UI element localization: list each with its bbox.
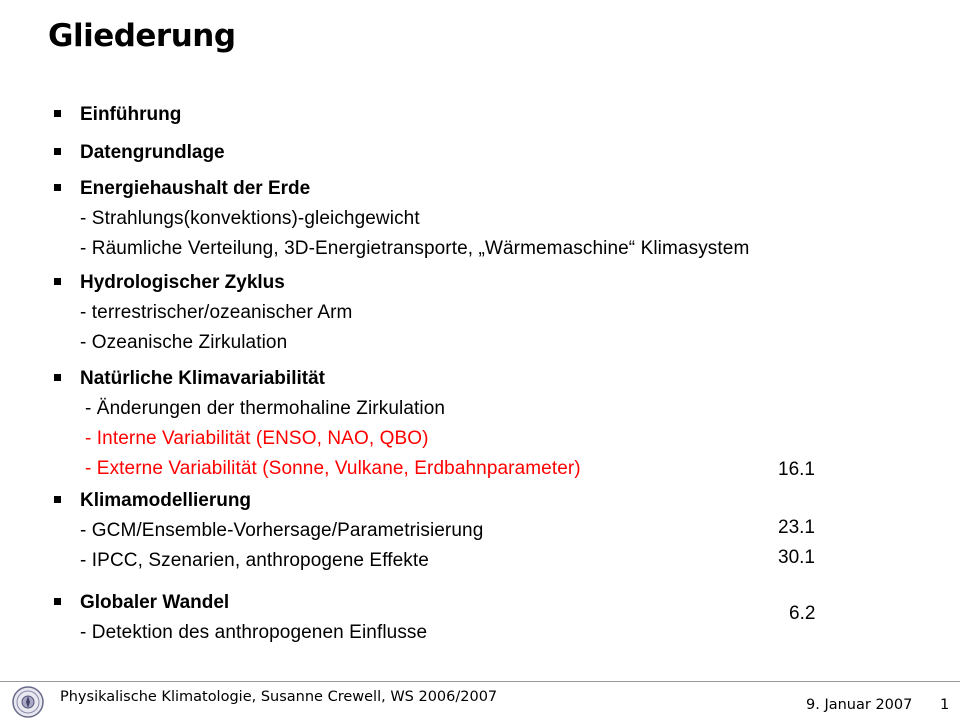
page-number: 1	[940, 697, 950, 713]
footer-course-info: Physikalische Klimatologie, Susanne Crewell, WS 2006/2007	[60, 689, 498, 705]
outline-subline-highlight: - Interne Variabilität (ENSO, NAO, QBO)	[85, 428, 429, 449]
outline-subline: - Ozeanische Zirkulation	[80, 332, 288, 353]
university-seal-icon	[12, 686, 44, 718]
outline-heading: Klimamodellierung	[80, 490, 252, 511]
square-bullet-icon	[54, 184, 61, 191]
outline-subline-highlight: - Externe Variabilität (Sonne, Vulkane, Erdbahnparameter)	[85, 458, 581, 479]
outline-heading: Energiehaushalt der Erde	[80, 178, 311, 199]
square-bullet-icon	[54, 374, 61, 381]
outline-subline: - GCM/Ensemble-Vorhersage/Parametrisierung	[80, 520, 484, 541]
outline-heading: Natürliche Klimavariabilität	[80, 368, 325, 389]
square-bullet-icon	[54, 278, 61, 285]
outline-subline: - terrestrischer/ozeanischer Arm	[80, 302, 353, 323]
outline-subline: - Detektion des anthropogenen Einflusse	[80, 622, 428, 643]
outline-subline: - IPCC, Szenarien, anthropogene Effekte	[80, 550, 429, 571]
outline-subline: - Räumliche Verteilung, 3D-Energietransporte, „Wärmemaschine“ Klimasystem	[80, 238, 750, 259]
square-bullet-icon	[54, 148, 61, 155]
outline-heading: Hydrologischer Zyklus	[80, 272, 285, 293]
outline-heading: Datengrundlage	[80, 142, 225, 163]
schedule-date: 16.1	[778, 459, 815, 480]
footer-date: 9. Januar 2007	[806, 697, 913, 713]
outline-subline: - Änderungen der thermohaline Zirkulation	[85, 398, 446, 419]
square-bullet-icon	[54, 598, 61, 605]
schedule-date: 30.1	[778, 547, 815, 568]
outline-heading: Globaler Wandel	[80, 592, 230, 613]
schedule-date: 23.1	[778, 517, 815, 538]
footer-divider	[0, 681, 960, 682]
outline-heading: Einführung	[80, 104, 182, 125]
schedule-date: 6.2	[789, 603, 816, 624]
outline-subline: - Strahlungs(konvektions)-gleichgewicht	[80, 208, 420, 229]
square-bullet-icon	[54, 110, 61, 117]
slide-title: Gliederung	[48, 18, 236, 54]
square-bullet-icon	[54, 496, 61, 503]
